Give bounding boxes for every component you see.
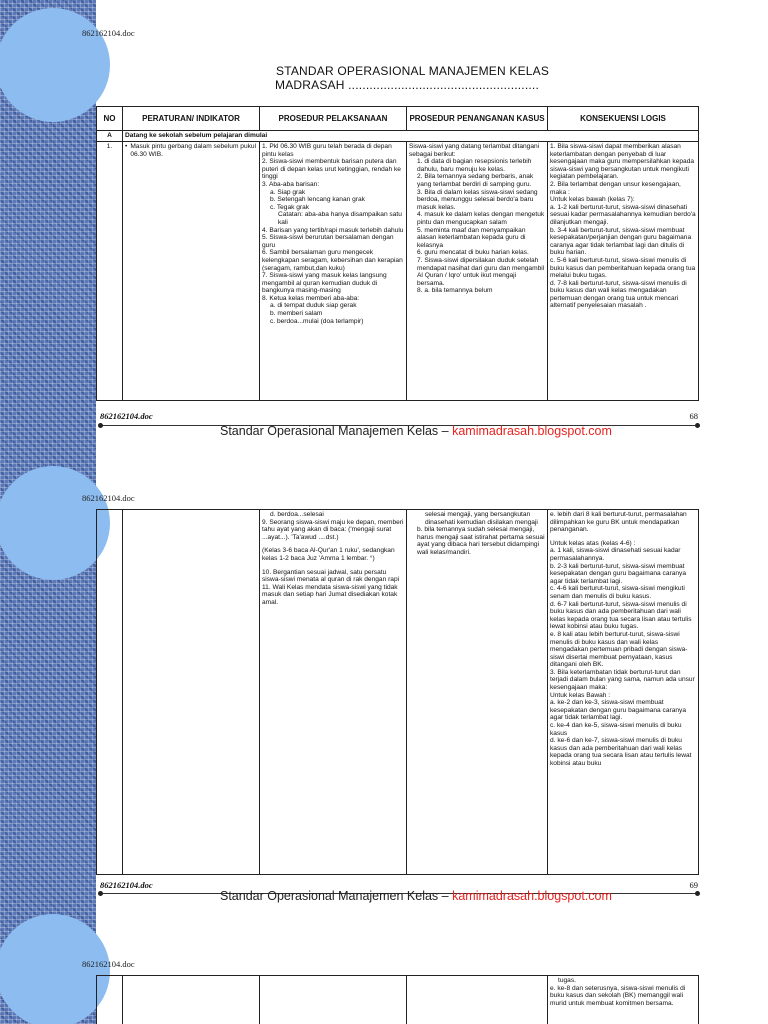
list-item: d. 6-7 kali berturut-turut, siswa-siswi menulis di buku kasus dan ada pemberitahuan dari wali kelas kepada orang tua secara lisan atau tertulis lewat kobinsi atau buku tugas.: [550, 600, 692, 631]
list-item: 6. guru mencatat di buku harian kelas.: [417, 249, 529, 257]
list-item: a. 1-2 kali berturut-turut, siswa-siswi dinasehati sesuai kadar permasalahannya kemudian berdo'a dilanjutkan mengaji.: [550, 203, 696, 226]
list-item: b. memberi salam: [270, 310, 323, 318]
title-line-1: STANDAR OPERASIONAL MANAJEMEN KELAS: [276, 64, 550, 78]
list-item: Untuk kelas bawah (kelas 7):: [550, 196, 635, 204]
penanganan-cell: [407, 142, 548, 401]
footer-text: Standar Operasional Manajemen Kelas –: [220, 889, 453, 903]
page-number: 68: [689, 411, 698, 421]
indikator-cell: [123, 976, 260, 1024]
row-number: 1.: [97, 142, 123, 401]
bullet-icon: •: [125, 143, 128, 150]
footer-doc-filename: 862162104.doc: [100, 880, 153, 890]
list-item: a. di tempat duduk siap gerak: [270, 302, 357, 310]
list-item: c. berdoa...mulai (doa terlampir): [270, 317, 364, 325]
list-item: b. 2-3 kali berturut-turut, siswa-siswi membuat kesepakatan dengan guru bagaimana caranya agar tidak terlambat lagi.: [550, 562, 687, 585]
list-item: a. 1 kali, siswa-siswi dinasehati sesuai kadar permasalahannya.: [550, 547, 681, 562]
penanganan-cell: [407, 510, 548, 875]
list-item: 4. Barisan yang tertib/rapi masuk terlebih dahulu: [262, 226, 404, 234]
decorative-circle: [0, 914, 110, 1024]
row-number: [97, 976, 123, 1024]
footer-title: [220, 424, 612, 438]
indikator-text: Masuk pintu gerbang dalam sebelum pukul 06.30 WIB.: [130, 143, 257, 158]
list-item: a. Siap grak: [270, 188, 306, 196]
list-item: d. ke-6 dan ke-7, siswa-siswi menulis di buku kasus dan ada pemberitahuan dari wali kelas kepada orang tua secara lisan atau tertulis lewat kobinsi atau buku: [550, 737, 692, 767]
page-title: [275, 64, 549, 92]
list-item: e. 8 kali atau lebih berturut-turut, siswa-siswi menulis di buku kasus dan wali kelas mengadakan pertemuan pribadi dengan siswa-siswi disertai membuat pernyataan, kasus ditangani oleh BK.: [550, 630, 688, 669]
list-item: d. 7-8 kali berturut-turut, siswa-siswi menulis di buku kasus dan wali kelas mengadakan pertemuan dengan orang tua untuk mencari alternatif penyelesaian masalah .: [550, 279, 687, 310]
penanganan-cell: [407, 976, 548, 1024]
list-item: (Kelas 3-6 baca Al-Qur'an 1 ruku', sedangkan kelas 1-2 baca Juz 'Amma 1 lembar. °): [262, 547, 395, 562]
list-item: b. Setengah lencang kanan grak: [270, 196, 365, 204]
blog-link[interactable]: kamimadrasah.blogspot.com: [452, 424, 612, 438]
pelaksanaan-cell: [260, 510, 407, 875]
list-item: c. ke-4 dan ke-5, siswa-siswi menulis di buku kasus: [550, 722, 682, 737]
list-item: b. 3-4 kali berturut-turut, siswa-siswi membuat kesepakatan/perjanjian dengan guru bagaimana caranya agar tidak terlambat lagi dan ditulis di buku harian.: [550, 226, 692, 257]
list-item: 1. di data di bagian resepsionis terlebih dahulu, baru menuju ke kelas.: [417, 158, 532, 173]
list-item: 11. Wali Kelas mendata siswa-siswi yang tidak masuk dan setiap hari Jumat disediakan kotak amal.: [262, 583, 398, 606]
list-item: Catatan: aba-aba hanya disampaikan satu kali: [278, 211, 402, 226]
list-item: c. 5-6 kali berturut-turut, siswa-siswi menulis di buku kasus dan pemberitahuan kepada orang tua melalui buku tugas.: [550, 256, 696, 280]
pelaksanaan-cell: [260, 976, 407, 1024]
doc-filename: 862162104.doc: [82, 493, 135, 503]
list-item: selesai mengaji, yang bersangkutan dinasehati kemudian disilakan mengaji: [425, 511, 538, 526]
konsekuensi-cell: [548, 142, 699, 401]
footer-doc-filename: 862162104.doc: [100, 411, 153, 421]
list-item: 2. Bila terlambat dengan unsur kesengajaan, maka :: [550, 180, 681, 196]
konsekuensi-cell: [548, 976, 699, 1024]
doc-filename: 862162104.doc: [82, 959, 135, 969]
pelaksanaan-cell: [260, 142, 407, 401]
page-number: 69: [689, 880, 698, 890]
list-item: d. berdoa...selesai: [270, 511, 324, 518]
list-item: 7. Siswa-siswi yang masuk kelas langsung mengambil al quran kemudian duduk di bangkunya masing-masing: [262, 272, 387, 295]
list-item: Untuk kelas atas (kelas 4-6) :: [550, 539, 636, 547]
blog-link[interactable]: kamimadrasah.blogspot.com: [452, 889, 612, 903]
list-item: 10. Bergantian sesuai jadwal, satu persatu siswa-siswi menata al quran di rak dengan rapi: [262, 568, 400, 584]
list-item: 5. Siswa-siswi berurutan bersalaman dengan guru: [262, 234, 394, 249]
row-number: [97, 510, 123, 875]
list-item: a. ke-2 dan ke-3, siswa-siswi membuat kesepakatan dengan guru bagaimana caranya agar tidak terlambat lagi.: [550, 699, 687, 722]
title-line-2: MADRASAH ......................................................: [275, 78, 539, 92]
sop-table-continued: [96, 509, 699, 875]
doc-filename: 862162104.doc: [82, 28, 135, 38]
section-label: Datang ke sekolah sebelum pelajaran dimulai: [123, 131, 699, 142]
list-item: tugas.: [558, 977, 576, 984]
list-item: c. 4-6 kali berturut-turut, siswa-siswi mengikuti senam dan menulis di buku kasus.: [550, 585, 685, 600]
section-code: A: [97, 131, 123, 142]
header-peraturan: PERATURAN/ INDIKATOR: [123, 107, 260, 131]
konsekuensi-cell: [548, 510, 699, 875]
list-item: 5. meminta maaf dan menyampaikan alasan keterlambatan kepada guru di kelasnya: [417, 226, 526, 249]
footer-text: Standar Operasional Manajemen Kelas –: [220, 424, 453, 438]
list-item: 1. Bila siswa-siswi dapat memberikan alasan keterlambatan dengan penyebab di luar kesengajaan maka guru mempersilahkan kepada siswa-siswi yang bersangkutan untuk mengikuti kegiatan pembelajaran.: [550, 143, 695, 181]
list-item: 6. Sambil bersalaman guru mengecek kelengkapan seragam, kebersihan dan kerapian (seragam, rambut,dan kuku): [262, 249, 403, 272]
header-penanganan: PROSEDUR PENANGANAN KASUS: [407, 107, 548, 131]
decorative-circle: [0, 8, 110, 122]
list-item: 3. Aba-aba barisan:: [262, 180, 320, 188]
list-item: b. bila temannya sudah selesai mengaji, harus mengaji saat istirahat pertama sesuai ayat yang dibaca hari tersebut didampingi wali kelas/mandiri.: [417, 526, 545, 556]
indikator-cell: [123, 510, 260, 875]
header-pelaksanaan: PROSEDUR PELAKSANAAN: [260, 107, 407, 131]
list-item: 1. Pkl 06.30 WIB guru telah berada di depan pintu kelas: [262, 143, 392, 158]
decorative-circle: [0, 466, 110, 580]
list-item: Untuk kelas Bawah :: [550, 691, 611, 699]
list-item: 2. Bila temannya sedang berbaris, anak yang terlambat berdiri di samping guru.: [417, 173, 534, 188]
indikator-cell: [123, 142, 260, 401]
penanganan-intro: Siswa-siswi yang datang terlambat ditangani sebagai berikut:: [409, 143, 540, 158]
list-item: c. Tegak grak: [270, 203, 310, 211]
list-item: 2. Siswa-siswi membentuk barisan putera dan puteri di depan kelas urut ketinggian, rendah ke tinggi: [262, 158, 401, 181]
list-item: e. ke-8 dan seterusnya, siswa-siswi menulis di buku kasus dan sekolah (BK) memanggil wali murid untuk membuat komitmen bersama.: [550, 984, 686, 1007]
header-no: NO: [97, 107, 123, 131]
list-item: 7. Siswa-siswi dipersilakan duduk setelah mendapat nasihat dari guru dan mengambil Al Quran / Iqro' untuk ikut mengaji bersama.: [417, 256, 545, 287]
list-item: 8. Ketua kelas memberi aba-aba:: [262, 294, 360, 302]
list-item: 4. masuk ke dalam kelas dengan mengetuk pintu dan mengucapkan salam: [417, 211, 545, 226]
header-konsekuensi: KONSEKUENSI LOGIS: [548, 107, 699, 131]
sop-table: [96, 106, 699, 401]
list-item: 9. Seorang siswa-siswi maju ke depan, memberi tahu ayat yang akan di baca: ('mengaji surat ...ayat...). 'Ta'awud ....dst.): [262, 518, 404, 541]
list-item: e. lebih dari 8 kali berturut-turut, permasalahan dilimpahkan ke guru BK untuk mendapatkan penanganan.: [550, 511, 687, 534]
list-item: 3. Bila di dalam kelas siswa-siswi sedang berdoa, menunggu selesai berdo'a baru masuk kelas.: [417, 188, 538, 211]
list-item: 3. Bila keterlambatan tidak berturut-turut dan terjadi dalam bulan yang sama, namun ada unsur kesengajaan maka:: [550, 668, 695, 692]
list-item: 8. a. bila temannya belum: [417, 287, 493, 295]
footer-title: [220, 889, 612, 903]
sop-table-continued: [96, 975, 699, 1024]
